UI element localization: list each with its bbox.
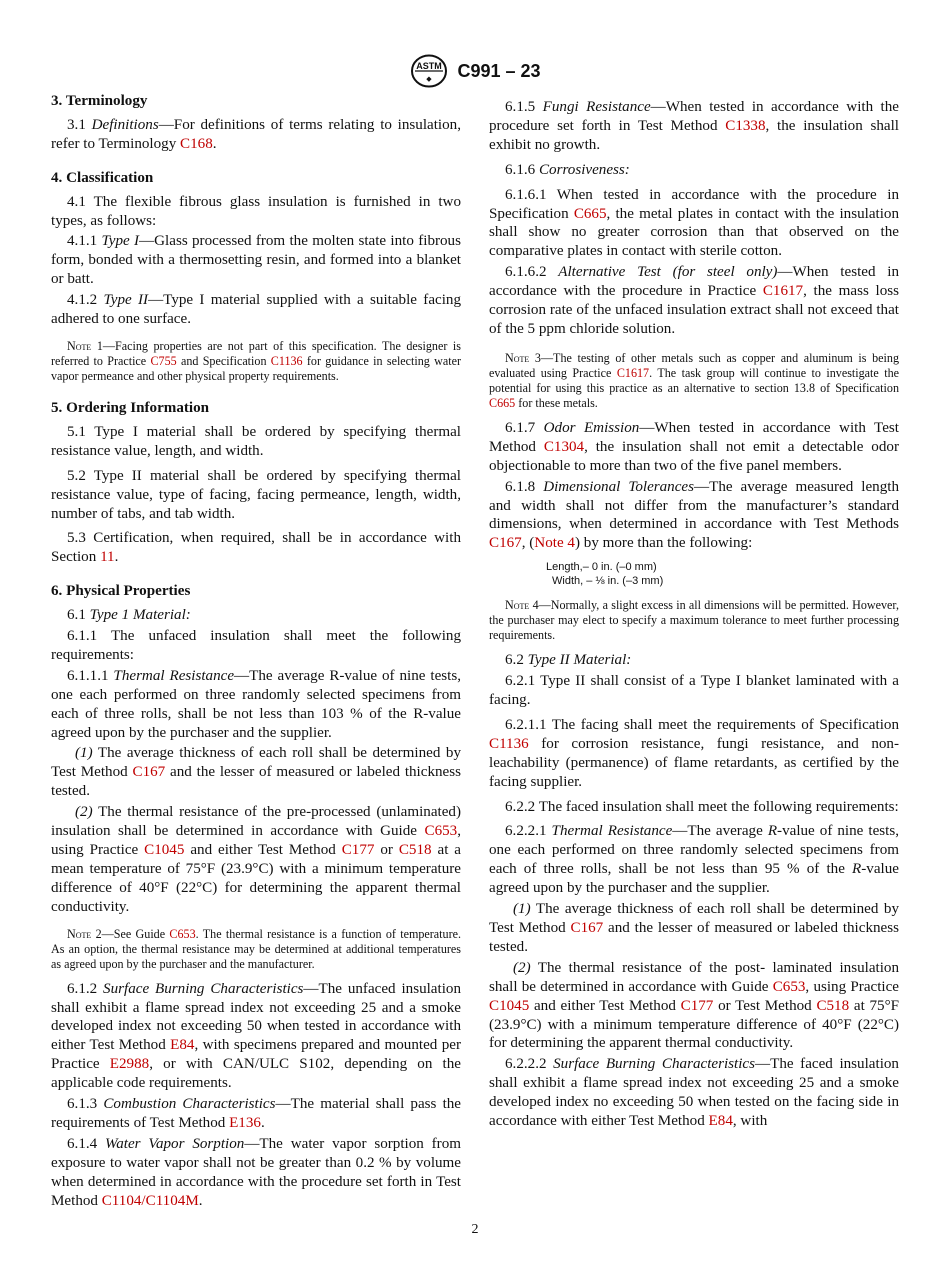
link-c177[interactable]: C177 [680,997,714,1014]
svg-text:◆: ◆ [426,76,433,83]
link-c665[interactable]: C665 [573,205,607,222]
para-5-2: 5.2 Type II material shall be ordered by specifying thermal resistance value, type of facing, facing permeance, length, width, number of tabs, and tab width. [51,467,461,522]
para-6-1-8: 6.1.8 Dimensional Tolerances—The average measured length and width shall not differ from the manufacturer’s standard dimensions, when determined in accordance with Test Methods C167, (Note 4) by more than the following: [489,478,900,552]
para-6-1-3: 6.1.3 Combustion Characteristics—The material shall pass the requirements of Test Method E136. [51,1096,462,1131]
para-4-1-1: 4.1.1 Type I—Glass processed from the molten state into fibrous form, bonded with a thermosetting resin, and formed into a blanket or batt. [51,233,461,288]
link-c1045[interactable]: C1045 [144,842,185,858]
link-c168[interactable]: C168 [180,135,213,152]
note-1: Note 1—Facing properties are not part of this specification. The designer is referred to Practice C755 and Specification C1136 for guidance in selecting water vapor permeance and other physical property requirements. [51,338,461,383]
para-6-2-1-1: 6.2.1.1 The facing shall meet the requirements of Specification C1136 for corrosion resistance, fungi resistance, and non-leachability (permanence) of flame retardants, as certified by the facing supplier. [489,716,899,790]
link-c1136[interactable]: C1136 [489,735,529,752]
link-c518[interactable]: C518 [398,842,432,858]
para-6-2-1: 6.2.1 Type II shall consist of a Type I blanket laminated with a facing. [489,673,899,709]
tolerance-list [546,561,899,588]
para-6-1-1-1: 6.1.1.1 Thermal Resistance—The average R-value of nine tests, one each performed on three randomly selected specimens from each of three rolls, shall be not less than 103 % of the R-value agreed upon by the purchaser and the supplier. [51,667,461,741]
para-6-1-4: 6.1.4 Water Vapor Sorption—The water vapor sorption from exposure to water vapor shall not be greater than 0.2 % by volume when determined in accordance with the procedure set forth in Test Method C1104/C1104M. [51,1135,461,1209]
link-c1617[interactable]: C1617 [616,365,650,380]
para-6-1-6-2: 6.1.6.2 Alternative Test (for steel only)—When tested in accordance with the procedure in Practice C1617, the mass loss corrosion rate of the unfaced insulation extract shall not exceed that of the 5 ppm chloride solution. [489,264,899,337]
link-note-4[interactable]: Note 4 [534,535,575,552]
link-e136[interactable]: E136 [229,1114,261,1131]
link-c167[interactable]: C167 [489,535,522,552]
link-e2988[interactable]: E2988 [109,1056,150,1073]
para-5-3: 5.3 Certification, when required, shall be in accordance with Section 11. [51,530,461,566]
link-c653[interactable]: C653 [169,926,196,941]
note-4: Note 4—Normally, a slight excess in all dimensions will be permitted. However, the purchaser may elect to specify a maximum tolerance to meet further processing requirements. [489,598,899,643]
note-3: Note 3—The testing of other metals such as copper and aluminum is being evaluated using Practice C1617. The task group will continue to investigate the potential for using this practice as an alternative to section 13.8 of Specification C665 for these metals. [489,350,899,410]
para-6-1-5: 6.1.5 Fungi Resistance—When tested in accordance with the procedure set forth in Test Method C1338, the insulation shall exhibit no growth. [489,99,899,153]
section-3-heading: 3. Terminology [51,93,148,109]
left-column [51,92,461,1213]
para-6-2-2-1: 6.2.2.1 Thermal Resistance—The average R-value of nine tests, one each performed on three randomly selected specimens from each of three rolls, shall be not less than 95 % of the R-value agreed upon by the purchaser and the supplier. [489,823,900,897]
link-c518[interactable]: C518 [816,997,850,1014]
right-column [489,92,899,1133]
para-6-1-6: 6.1.6 Corrosiveness: [505,161,630,178]
section-4-heading: 4. Classification [51,169,154,186]
tolerance-width: Width, – ⅛ in. (–3 mm) [552,574,664,587]
link-e84[interactable]: E84 [708,1113,733,1130]
para-6-1-1: 6.1.1 The unfaced insulation shall meet the following requirements: [51,628,461,663]
para-4-1-2: 4.1.2 Type II—Type I material supplied with a suitable facing adhered to one surface. [51,292,461,328]
para-6-1-2: 6.1.2 Surface Burning Characteristics—The unfaced insulation shall exhibit a flame spread index not exceeding 25 and a smoke developed index not exceeding 50 when tested in accordance with either Test Method E84, with specimens prepared and mounted per Practice E2988, or with CAN/ULC S102, depending on the applicable code requirements. [51,980,461,1092]
document-designation: C991 – 23 [457,60,541,81]
para-6-2-2-1-item-2: (2) The thermal resistance of the post- laminated insulation shall be determined in accordance with Guide C653, using Practice C1045 and either Test Method C177 or Test Method C518 at 75°F (23.9°C) with a minimum temperature difference of 40°F (22°C) for determining the apparent thermal conductivity. [489,959,900,1052]
link-e84[interactable]: E84 [170,1037,195,1054]
link-section-11[interactable]: 11 [100,549,115,566]
link-c167[interactable]: C167 [132,764,166,781]
note-2: Note 2—See Guide C653. The thermal resistance is a function of temperature. As an option, the thermal resistance may be determined at additional temperatures as agreed upon by the purchaser and the manufacturer. [51,926,461,971]
astm-logo-icon [409,54,449,88]
link-c1045[interactable]: C1045 [489,997,530,1014]
para-6-1-6-1: 6.1.6.1 When tested in accordance with the procedure in Specification C665, the metal plates in contact with the insulation shall show no greater corrosion than that observed on the comparative plates in contact with sterile cotton. [489,186,900,260]
para-3-1: 3.1 Definitions—For definitions of terms relating to insulation, refer to Terminology C168. [51,116,461,152]
para-6-2-2: 6.2.2 The faced insulation shall meet the following requirements: [505,798,899,815]
para-6-1-1-1-item-1: (1) The average thickness of each roll shall be determined by Test Method C167 and the lesser of measured or labeled thickness tested. [51,745,461,800]
link-c653[interactable]: C653 [424,823,458,840]
page-header [0,54,950,86]
link-c653[interactable]: C653 [772,978,806,995]
link-c665[interactable]: C665 [489,395,516,410]
para-6-1-1-1-item-2: (2) The thermal resistance of the pre-processed (unlaminated) insulation shall be determined in accordance with Guide C653, using Practice C1045 and either Test Method C177 or C518 at a mean temperature of 75°F (23.9°C) with a minimum temperature difference of 40°F (22°C) for determining the apparent thermal conductivity. [51,804,461,915]
link-c1104[interactable]: C1104/C1104M [101,1192,199,1209]
link-c755[interactable]: C755 [150,353,177,368]
astm-logo-text: ASTM [416,61,443,71]
para-6-2: 6.2 Type II Material: [505,652,632,669]
para-6-2-2-1-item-1: (1) The average thickness of each roll shall be determined by Test Method C167 and the lesser of measured or labeled thickness tested. [489,901,899,955]
para-6-1: 6.1 Type 1 Material: [67,607,191,624]
para-4-1: 4.1 The flexible fibrous glass insulation is furnished in two types, as follows: [51,193,461,229]
link-c1617[interactable]: C1617 [762,283,804,300]
para-6-2-2-2: 6.2.2.2 Surface Burning Characteristics—The faced insulation shall exhibit a flame spread index not exceeding 25 and a smoke developed index no exceeding 50 when tested on the facing side in accordance with either Test Method E84, with [489,1056,899,1130]
link-c1136[interactable]: C1136 [270,353,303,368]
page-number: 2 [471,1222,479,1237]
link-c1304[interactable]: C1304 [543,438,585,455]
link-c177[interactable]: C177 [341,842,375,858]
para-5-1: 5.1 Type I material shall be ordered by specifying thermal resistance value, length, and width. [51,423,461,459]
section-6-heading: 6. Physical Properties [51,583,191,600]
link-c1338[interactable]: C1338 [725,117,766,134]
section-5-heading: 5. Ordering Information [51,399,210,416]
para-6-1-7: 6.1.7 Odor Emission—When tested in accordance with Test Method C1304, the insulation shall not emit a detectable odor objectionable to more than two of the five panel members. [489,419,899,474]
tolerance-length: Length,– 0 in. (–0 mm) [546,561,657,574]
link-c167[interactable]: C167 [570,920,604,936]
